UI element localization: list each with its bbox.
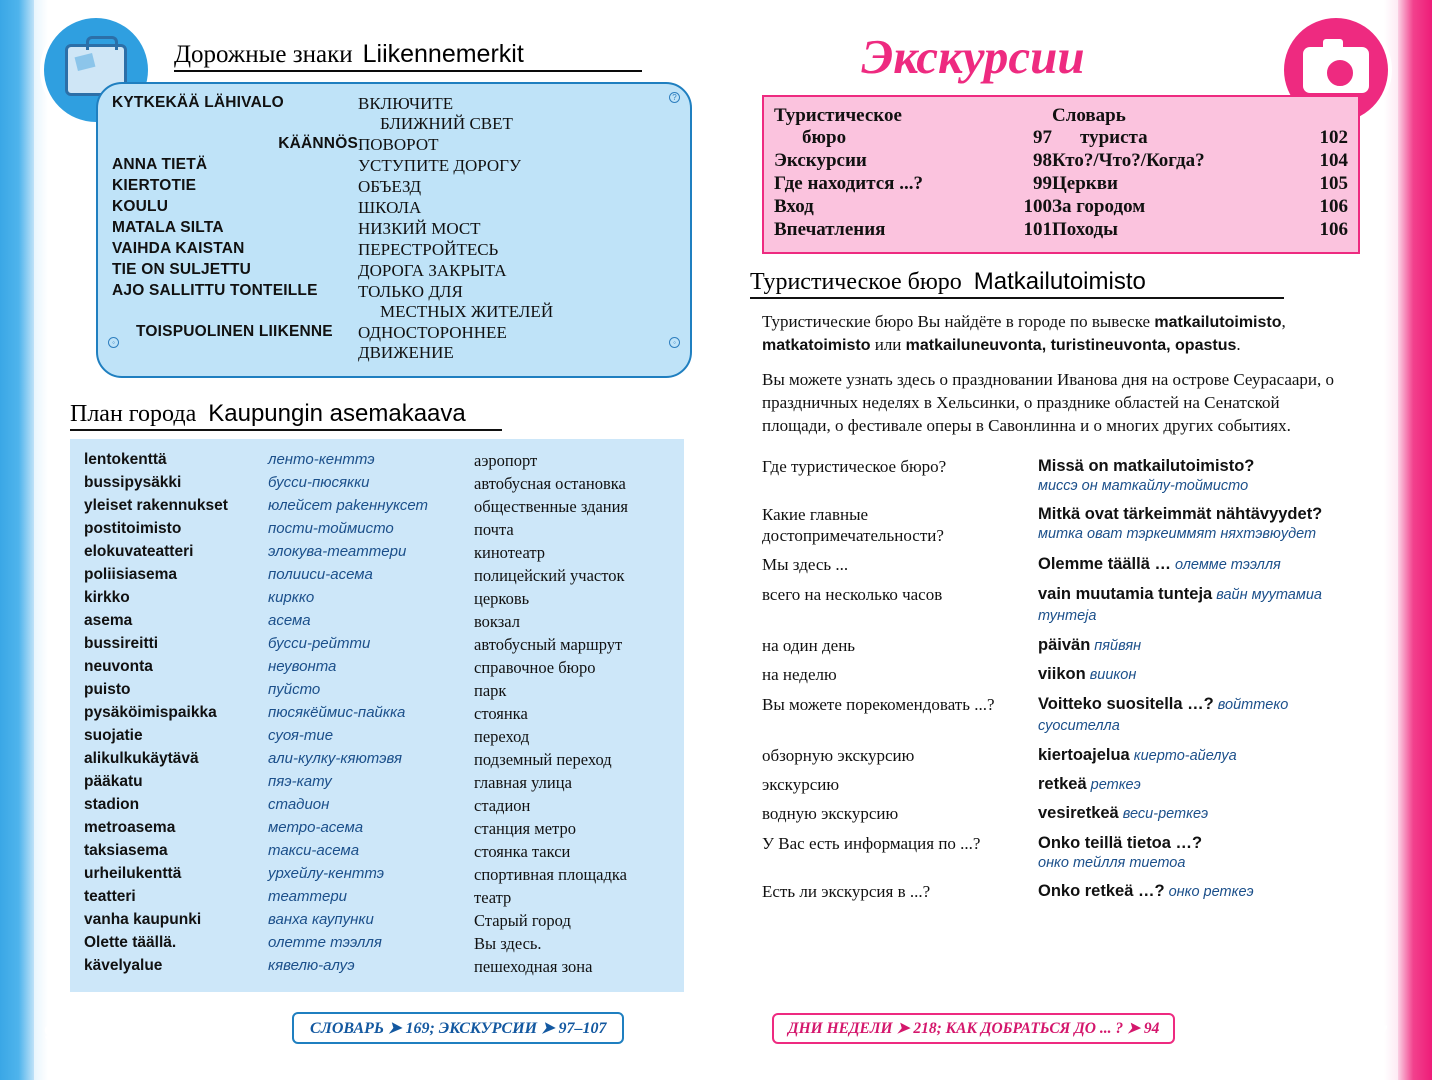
subheading-rule	[70, 429, 502, 431]
table-row	[84, 518, 670, 541]
table-row	[84, 679, 670, 702]
table-row	[84, 587, 670, 610]
heading-rule	[174, 70, 642, 72]
table-row	[112, 219, 676, 240]
corner-dot-icon: ?	[669, 92, 680, 103]
phrase-fi: vain muutamia tunteja вайн муутамиа тунтеја	[1038, 584, 1322, 625]
table-row	[112, 156, 676, 177]
vocab-fi: poliisiasema	[84, 565, 178, 583]
vocabulary-panel	[70, 439, 684, 992]
toc-row[interactable]	[774, 219, 1348, 242]
table-row	[84, 449, 670, 472]
phrase-row	[762, 829, 1362, 877]
toc-page-left: 100	[1023, 196, 1052, 217]
table-row	[112, 323, 676, 364]
toc-label-left: Вход	[774, 196, 814, 217]
phrase-row	[762, 877, 1362, 906]
phrase-fi: Onko retkeä …? онко реткеэ	[1038, 882, 1254, 901]
phrases-table	[762, 452, 1362, 907]
vocab-ru: стадион	[474, 795, 531, 815]
right-page	[716, 0, 1432, 1080]
vocab-translit: пости-тоймисто	[268, 519, 394, 537]
vocab-ru: парк	[474, 680, 507, 700]
sign-fi: AJO SALLITTU TONTEILLE	[112, 282, 318, 299]
phrase-translit: виикон	[1085, 667, 1137, 684]
vocab-fi: asema	[84, 611, 133, 629]
vocab-translit: урхейлу-кенттэ	[268, 864, 385, 882]
vocab-translit: олетте тээлля	[268, 933, 382, 951]
vocab-fi: pääkatu	[84, 772, 143, 790]
vocab-ru: стоянка	[474, 703, 528, 723]
table-row	[84, 656, 670, 679]
sign-ru: ТОЛЬКО ДЛЯ МЕСТНЫХ ЖИТЕЛЕЙ	[358, 282, 554, 321]
table-row	[84, 955, 670, 978]
phrase-translit: войттеко суосителла	[1038, 696, 1289, 735]
right-page-edge	[1398, 0, 1432, 1080]
vocab-fi: kävelyalue	[84, 956, 163, 974]
phrase-fi: Missä on matkailutoimisto? миссэ он маткайлу-тоймисто	[1038, 452, 1362, 500]
vocab-fi: kirkko	[84, 588, 130, 606]
table-row	[84, 794, 670, 817]
vocab-translit: кявелю-алуэ	[268, 956, 355, 974]
tourist-office-heading-ru: Туристическое бюро	[750, 269, 962, 295]
phrase-translit: вайн муутамиа тунтеја	[1038, 586, 1322, 625]
road-signs-table	[112, 94, 676, 364]
left-page-edge	[0, 0, 34, 1080]
sign-fi: ANNA TIETÄ	[112, 156, 208, 173]
table-row	[84, 633, 670, 656]
table-row	[84, 748, 670, 771]
vocab-fi: lentokenttä	[84, 450, 167, 468]
sign-fi: TIE ON SULJETTU	[112, 261, 252, 278]
vocab-ru: автобусная остановка	[474, 473, 626, 493]
right-page-content	[728, 0, 1378, 1080]
sign-fi: KÄÄNNÖS	[278, 135, 358, 152]
vocab-translit: стадион	[268, 795, 330, 813]
table-row	[84, 725, 670, 748]
vocab-ru: спортивная площадка	[474, 864, 627, 884]
table-of-contents	[762, 95, 1360, 254]
phrase-ru: Где туристическое бюро?	[762, 456, 947, 476]
toc-page-right: 104	[1319, 150, 1348, 171]
phrase-fi: Mitkä ovat tärkeimmät nähtävyydet? митка оват тэркеиммят няхтэвюудет	[1038, 500, 1362, 551]
vocab-translit: полииси-асема	[268, 565, 373, 583]
vocab-fi: bussireitti	[84, 634, 159, 652]
table-row	[84, 909, 670, 932]
sign-fi: MATALA SILTA	[112, 219, 224, 236]
corner-dot-icon: ◦	[669, 337, 680, 348]
phrase-ru: Какие главные достопримечательности?	[762, 504, 944, 546]
phrase-ru: всего на несколько часов	[762, 584, 943, 604]
toc-label-left: Впечатления	[774, 219, 886, 240]
phrase-fi: vesiretkeä веси-реткеэ	[1038, 804, 1209, 823]
vocab-fi: metroasema	[84, 818, 176, 836]
road-signs-box	[96, 82, 692, 378]
table-row	[84, 610, 670, 633]
city-plan-heading	[70, 400, 704, 428]
vocab-fi: taksiasema	[84, 841, 168, 859]
table-row	[112, 177, 676, 198]
phrase-ru: Мы здесь ...	[762, 555, 849, 575]
table-row	[112, 282, 676, 323]
toc-page-right: 106	[1319, 219, 1348, 240]
table-row	[84, 702, 670, 725]
phrase-ru: водную экскурсию	[762, 804, 899, 824]
toc-page-right: 102	[1319, 127, 1348, 148]
vocab-fi: suojatie	[84, 726, 143, 744]
intro-paragraph-2: Вы можете узнать здесь о праздновании Иванова дня на острове Сеурасаари, о праздничных неделях в Хельсинки, о празднике областей на Сенатской площади, о фестивале оперы в Савонлинна и о многих других событиях.	[762, 369, 1335, 435]
phrase-row	[762, 770, 1362, 799]
vocab-ru: вокзал	[474, 611, 520, 631]
table-row	[84, 840, 670, 863]
vocab-ru: кинотеатр	[474, 542, 546, 562]
table-row	[84, 564, 670, 587]
vocab-ru: главная улица	[474, 772, 572, 792]
tourist-office-heading	[750, 268, 1378, 296]
phrase-translit: митка оват тэркеиммят няхтэвюудет	[1038, 526, 1317, 543]
vocab-fi: elokuvateatteri	[84, 542, 194, 560]
left-page-content	[56, 0, 704, 1080]
phrase-fi: Olemme täällä … олемме тээлля	[1038, 555, 1281, 574]
vocab-translit: такси-асема	[268, 841, 360, 859]
vocab-translit: юлейсет раkеннуксет	[268, 496, 429, 514]
vocab-ru: почта	[474, 519, 514, 539]
vocab-fi: yleiset rakennukset	[84, 496, 228, 514]
sign-ru: ПОВОРОТ	[358, 135, 439, 154]
table-row	[84, 495, 670, 518]
vocab-fi: bussipysäkki	[84, 473, 182, 491]
toc-label-right: Церкви	[1052, 173, 1118, 194]
vocab-translit: киркко	[268, 588, 315, 606]
page-number-right: 97	[1364, 1022, 1388, 1045]
sign-fi: TOISPUOLINEN LIIKENNE	[136, 323, 333, 340]
phrase-ru: на один день	[762, 635, 856, 655]
vocab-fi: pysäköimispaikka	[84, 703, 217, 721]
table-row	[112, 135, 676, 156]
vocab-fi: puisto	[84, 680, 131, 698]
table-row	[84, 541, 670, 564]
sign-ru: ОДНОСТОРОННЕЕ ДВИЖЕНИЕ	[358, 323, 507, 362]
table-row	[112, 240, 676, 261]
sign-ru: ОБЪЕЗД	[358, 177, 422, 196]
phrase-fi: Onko teillä tietoa …? онко тейлля тиетоа	[1038, 829, 1362, 877]
vocab-fi: neuvonta	[84, 657, 153, 675]
toc-label-left: Экскурсии	[774, 150, 867, 171]
phrase-row	[762, 660, 1362, 689]
toc-page-right: 105	[1319, 173, 1348, 194]
table-row	[84, 472, 670, 495]
table-row	[84, 771, 670, 794]
table-row	[112, 198, 676, 219]
vocab-translit: бусси-пюсякки	[268, 473, 370, 491]
vocab-translit: метро-асема	[268, 818, 364, 836]
table-row	[84, 886, 670, 909]
vocab-translit: асема	[268, 611, 311, 629]
toc-label-left: Туристическое бюро	[774, 105, 902, 148]
road-signs-heading	[56, 0, 704, 69]
sign-fi: VAIHDA KAISTAN	[112, 240, 245, 257]
phrase-fi: viikon виикон	[1038, 665, 1137, 684]
phrase-translit: онко тейлля тиетоа	[1038, 855, 1186, 872]
vocab-fi: alikulkukäytävä	[84, 749, 199, 767]
vocab-translit: суоя-тие	[268, 726, 334, 744]
vocab-translit: неувонта	[268, 657, 337, 675]
phrase-ru: Вы можете порекомендовать ...?	[762, 694, 995, 714]
sign-ru: ПЕРЕСТРОЙТЕСЬ	[358, 240, 499, 259]
sign-ru: ВКЛЮЧИТЕ БЛИЖНИЙ СВЕТ	[358, 94, 513, 133]
phrase-fi: päivän пяйвян	[1038, 635, 1142, 654]
vocab-ru: стоянка такси	[474, 841, 571, 861]
toc-page-left: 99	[1033, 173, 1052, 194]
phrase-translit: миссэ он маткайлу-тоймисто	[1038, 478, 1249, 495]
toc-label-right: Кто?/Что?/Когда?	[1052, 150, 1205, 171]
toc-row[interactable]	[774, 150, 1348, 173]
page-title: Экскурсии	[861, 29, 1085, 84]
left-footer-reference[interactable]: СЛОВАРЬ ➤ 169; ЭКСКУРСИИ ➤ 97–107	[292, 1012, 624, 1044]
vocab-ru: аэропорт	[474, 450, 538, 470]
toc-row[interactable]	[774, 173, 1348, 196]
phrase-row	[762, 550, 1362, 579]
phrase-fi: retkeä реткеэ	[1038, 774, 1141, 793]
phrase-row	[762, 799, 1362, 828]
corner-dot-icon: ◦	[108, 337, 119, 348]
vocab-fi: vanha kaupunki	[84, 910, 202, 928]
toc-label-right: Походы	[1052, 219, 1118, 240]
phrase-translit: пяйвян	[1090, 637, 1142, 654]
city-plan-heading-ru: План города	[70, 401, 197, 427]
intro-paragraph-1: Туристические бюро Вы найдёте в городе по вывеске matkailutoimisto, matkatoimisto или matkailuneuvonta, turistineuvonta, opastus.	[762, 312, 1286, 354]
tourist-office-heading-fi: Matkailutoimisto	[973, 268, 1146, 295]
sign-ru: УСТУПИТЕ ДОРОГУ	[358, 156, 522, 175]
toc-label-left: Где находится ...?	[774, 173, 923, 194]
page-number-left: 96	[44, 1022, 68, 1045]
toc-label-right: Словарь туриста	[1052, 105, 1148, 148]
right-page-edge-inner	[1384, 0, 1398, 1080]
table-row	[84, 932, 670, 955]
toc-page-right: 106	[1319, 196, 1348, 217]
table-row	[84, 863, 670, 886]
vocab-translit: пюсякёймис-пайкка	[268, 703, 406, 721]
sign-fi: KIERTOTIE	[112, 177, 197, 194]
vocab-ru: Вы здесь.	[474, 933, 542, 953]
phrase-row	[762, 452, 1362, 500]
sign-ru: ДОРОГА ЗАКРЫТА	[358, 261, 507, 280]
phrase-ru: экскурсию	[762, 774, 840, 794]
subheading-rule	[750, 297, 1284, 299]
vocabulary-table	[84, 449, 670, 978]
vocab-ru: справочное бюро	[474, 657, 596, 677]
city-plan-heading-fi: Kaupungin asemakaava	[208, 400, 466, 427]
phrase-translit: онко реткеэ	[1164, 884, 1254, 901]
toc-row[interactable]	[774, 196, 1348, 219]
vocab-fi: Olette täällä.	[84, 933, 177, 951]
vocab-ru: общественные здания	[474, 496, 629, 516]
road-signs-heading-fi: Liikennemerkit	[362, 40, 524, 68]
phrase-row	[762, 631, 1362, 660]
phrase-row	[762, 500, 1362, 551]
vocab-translit: али-кулку-кяютэвя	[268, 749, 403, 767]
toc-label-right: За городом	[1052, 196, 1146, 217]
phrase-ru: Есть ли экскурсия в ...?	[762, 882, 931, 902]
sign-fi: KOULU	[112, 198, 169, 215]
toc-page-left: 98	[1033, 150, 1052, 171]
vocab-ru: переход	[474, 726, 530, 746]
vocab-translit: ленто-кенттэ	[268, 450, 375, 468]
sign-ru: ШКОЛА	[358, 198, 422, 217]
vocab-translit: ванха каупунки	[268, 910, 374, 928]
phrase-row	[762, 690, 1362, 741]
phrase-ru: обзорную экскурсию	[762, 745, 915, 765]
vocab-ru: станция метро	[474, 818, 576, 838]
phrase-fi: Voitteko suositella …? войттеко суосителла	[1038, 694, 1289, 735]
table-row	[112, 94, 676, 135]
right-footer-reference[interactable]: ДНИ НЕДЕЛИ ➤ 218; КАК ДОБРАТЬСЯ ДО ... ? ➤ 94	[772, 1013, 1175, 1044]
vocab-ru: подземный переход	[474, 749, 612, 769]
vocab-fi: urheilukenttä	[84, 864, 182, 882]
sign-fi: KYTKEKÄÄ LÄHIVALO	[112, 94, 284, 111]
table-row	[84, 817, 670, 840]
left-page-edge-inner	[34, 0, 48, 1080]
vocab-translit: элокува-театтери	[268, 542, 407, 560]
phrase-ru: на неделю	[762, 665, 837, 685]
vocab-fi: stadion	[84, 795, 140, 813]
vocab-translit: пяэ-кату	[268, 772, 332, 790]
table-row	[112, 261, 676, 282]
vocab-fi: postitoimisto	[84, 519, 182, 537]
phrase-fi: kiertoajelua киерто-айелуа	[1038, 745, 1237, 764]
road-signs-heading-ru: Дорожные знаки	[174, 41, 353, 68]
toc-row[interactable]	[774, 105, 1348, 150]
vocab-ru: Старый город	[474, 910, 571, 930]
phrase-ru: У Вас есть информация по ...?	[762, 833, 981, 853]
vocab-ru: автобусный маршрут	[474, 634, 623, 654]
vocab-ru: театр	[474, 887, 512, 907]
vocab-ru: церковь	[474, 588, 530, 608]
vocab-translit: бусси-рейтти	[268, 634, 371, 652]
vocab-translit: театтери	[268, 887, 348, 905]
phrase-translit: киерто-айелуа	[1129, 747, 1237, 764]
toc-table	[774, 105, 1348, 242]
vocab-translit: пуйсто	[268, 680, 321, 698]
vocab-fi: teatteri	[84, 887, 136, 905]
toc-page-left: 97	[1033, 127, 1052, 148]
vocab-ru: полицейский участок	[474, 565, 625, 585]
phrase-translit: веси-реткеэ	[1118, 806, 1209, 823]
phrase-row	[762, 741, 1362, 770]
phrase-translit: олемме тээлля	[1170, 557, 1281, 574]
vocab-ru: пешеходная зона	[474, 956, 593, 976]
phrase-row	[762, 580, 1362, 631]
toc-page-left: 101	[1023, 219, 1052, 240]
sign-ru: НИЗКИЙ МОСТ	[358, 219, 481, 238]
phrase-translit: реткеэ	[1086, 776, 1141, 793]
